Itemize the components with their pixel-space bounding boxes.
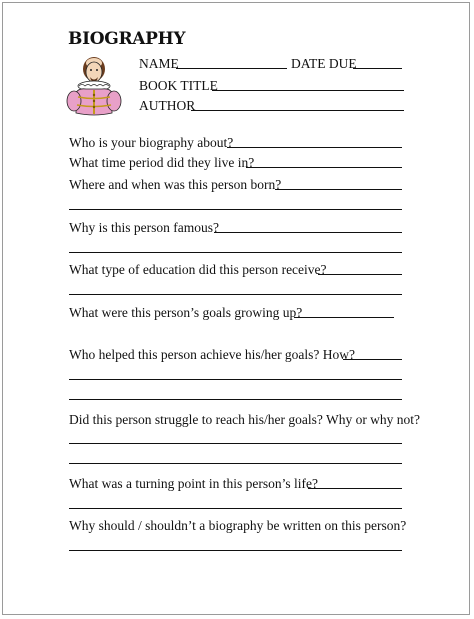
date-due-field[interactable] xyxy=(353,68,402,69)
answer-line[interactable] xyxy=(69,508,402,509)
question-text: Who is your biography about? xyxy=(69,135,234,150)
book-title-field[interactable] xyxy=(212,90,404,91)
answer-line[interactable] xyxy=(275,189,402,190)
answer-line[interactable] xyxy=(308,488,402,489)
book-title-label: BOOK TITLE xyxy=(139,78,218,93)
worksheet-title: BIOGRAPHY xyxy=(68,29,186,49)
question-text: What time period did they live in? xyxy=(69,155,255,170)
question-text: What type of education did this person receive? xyxy=(69,262,327,277)
answer-line[interactable] xyxy=(69,399,402,400)
answer-line[interactable] xyxy=(69,252,402,253)
shakespeare-portrait-icon xyxy=(66,55,122,117)
author-label: AUTHOR xyxy=(139,98,196,113)
question-text: Why should / shouldn’t a biography be written on this person? xyxy=(69,518,407,533)
answer-line[interactable] xyxy=(69,443,402,444)
answer-line[interactable] xyxy=(343,359,402,360)
author-field[interactable] xyxy=(191,110,404,111)
answer-line[interactable] xyxy=(227,147,402,148)
question-text: What were this person’s goals growing up? xyxy=(69,305,303,320)
answer-line[interactable] xyxy=(69,550,402,551)
answer-line[interactable] xyxy=(69,294,402,295)
question-text: Who helped this person achieve his/her goals? How? xyxy=(69,347,356,362)
name-field[interactable] xyxy=(176,68,287,69)
question-text: Why is this person famous? xyxy=(69,220,219,235)
answer-line[interactable] xyxy=(214,232,402,233)
answer-line[interactable] xyxy=(294,317,394,318)
question-text: Did this person struggle to reach his/her goals? Why or why not? xyxy=(69,412,421,427)
date-due-label: DATE DUE xyxy=(291,56,357,71)
answer-line[interactable] xyxy=(69,463,402,464)
name-label: NAME xyxy=(139,56,179,71)
answer-line[interactable] xyxy=(246,167,402,168)
question-text: Where and when was this person born? xyxy=(69,177,282,192)
question-text: What was a turning point in this person’s life? xyxy=(69,476,318,491)
answer-line[interactable] xyxy=(318,274,402,275)
answer-line[interactable] xyxy=(69,379,402,380)
answer-line[interactable] xyxy=(69,209,402,210)
